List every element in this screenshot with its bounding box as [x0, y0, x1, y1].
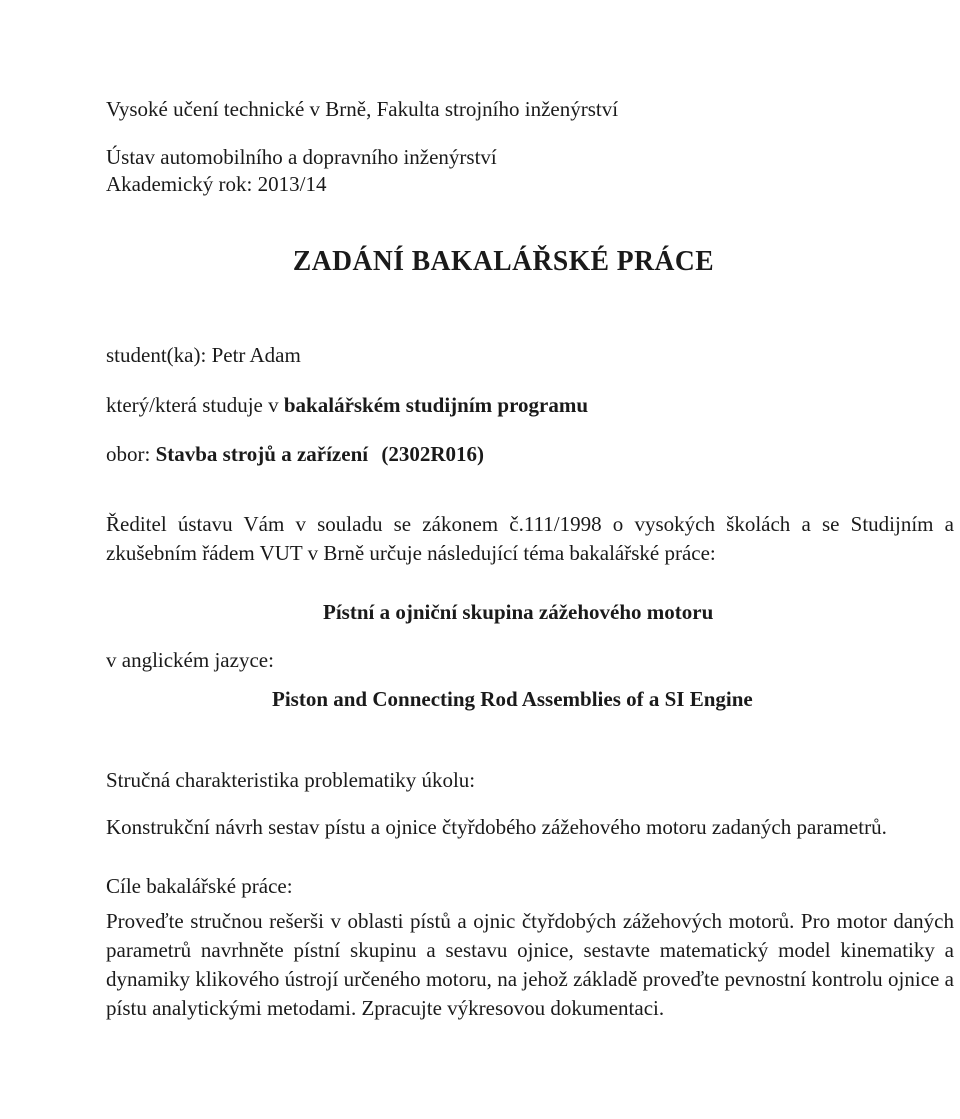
- english-label: v anglickém jazyce:: [106, 648, 274, 672]
- student-label: student(ka):: [106, 343, 207, 367]
- goals-paragraph: Proveďte stručnou rešerši v oblasti pístů a ojnic čtyřdobých zážehových motorů. Pro motor daných parametrů navrhněte pístní skupinu a sestavu ojnice, sestavte matematický model kinematiky a dynamiky klikového ústrojí určeného motoru, na jehož základě proveďte pevnostní kontrolu ojnice a pístu analytickými metodami. Zpracujte výkresovou dokumentaci.: [106, 909, 954, 1020]
- characteristics-heading: Stručná charakteristika problematiky úkolu:: [106, 768, 476, 792]
- university-name: Vysoké učení technické v Brně,: [106, 97, 372, 121]
- university-line: [106, 97, 618, 121]
- topic-czech: Pístní a ojniční skupina zážehového motoru: [323, 600, 714, 624]
- field-code: (2302R016): [381, 442, 484, 466]
- field-line: [106, 442, 484, 466]
- program-prefix: který/která studuje v: [106, 393, 279, 417]
- field-name: Stavba strojů a zařízení: [155, 442, 369, 466]
- institute-name: Ústav automobilního a dopravního inženýrství: [106, 145, 497, 169]
- academic-year: Akademický rok: 2013/14: [106, 172, 327, 196]
- characteristics-text: Konstrukční návrh sestav pístu a ojnice čtyřdobého zážehového motoru zadaných parametrů.: [106, 815, 887, 839]
- student-line: [106, 343, 301, 367]
- intro-paragraph: Ředitel ústavu Vám v souladu se zákonem č.111/1998 o vysokých školách a se Studijním a zkušebním řádem VUT v Brně určuje následující téma bakalářské práce:: [106, 512, 954, 565]
- page-title: ZADÁNÍ BAKALÁŘSKÉ PRÁCE: [292, 245, 715, 277]
- faculty-name: Fakulta strojního inženýrství: [376, 97, 619, 121]
- field-label: obor:: [106, 442, 151, 466]
- program-line: [106, 393, 588, 417]
- student-name: Petr Adam: [211, 343, 301, 367]
- topic-english: Piston and Connecting Rod Assemblies of a SI Engine: [272, 687, 753, 711]
- program-name: bakalářském studijním programu: [283, 393, 589, 417]
- goals-heading: Cíle bakalářské práce:: [106, 874, 293, 898]
